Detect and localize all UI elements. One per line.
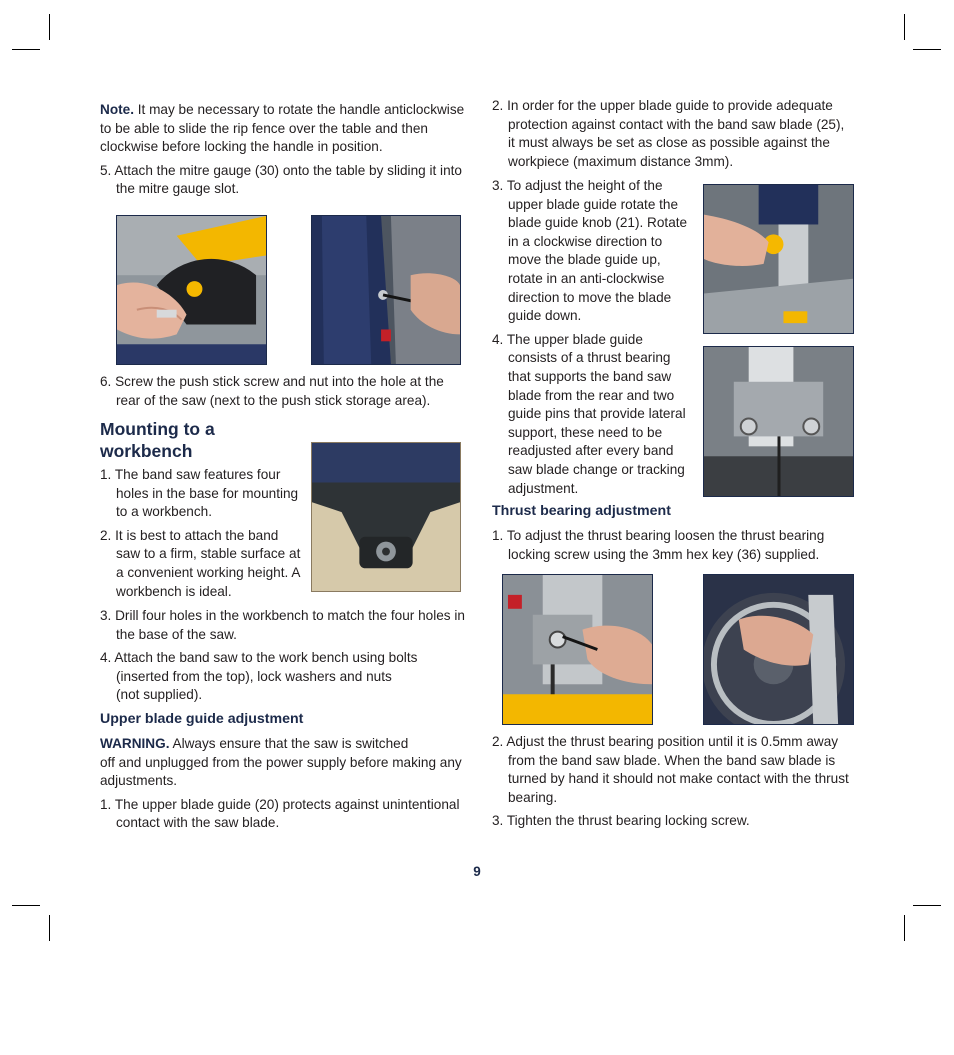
mounting-block-lower <box>100 607 465 838</box>
photo-wheel-housing <box>703 574 854 725</box>
left-note-block <box>100 101 465 204</box>
thrust-block-lower <box>492 733 852 836</box>
photo-blade-guide-knob <box>703 184 854 334</box>
thrust-step-3: 3. Tighten the thrust bearing locking screw. <box>492 813 750 829</box>
upper-step-4: 4. The upper blade guide consists of a thrust bearing that supports the band saw blade from the rear and two guide pins that provide lateral support, these need to be readjusted after every band saw blade change or tracking adjustment. <box>492 331 686 496</box>
upper-step-2: 2. In order for the upper blade guide to provide adequate protection against contact with the band saw blade (25), it must always be set as close as possible against the workpiece (maximum distance 3mm). <box>492 98 845 169</box>
crop-mark <box>904 14 905 40</box>
crop-mark <box>49 915 50 941</box>
step-6: 6. Screw the push stick screw and nut into the hole at the rear of the saw (next to the push stick storage area). <box>100 374 444 408</box>
note-paragraph <box>100 101 465 157</box>
photo-push-stick-screw <box>311 215 461 365</box>
thrust-block <box>492 502 852 569</box>
step-5: 5. Attach the mitre gauge (30) onto the table by sliding it into the mitre gauge slot. <box>100 162 462 197</box>
upper-step-1: 1. The upper blade guide (20) protects against unintentional contact with the saw blade. <box>100 796 460 831</box>
crop-mark <box>49 14 50 40</box>
crop-mark <box>12 905 40 906</box>
crop-mark <box>913 49 941 50</box>
warning-label: WARNING. <box>100 735 170 751</box>
photo-thrust-locking-screw <box>502 574 653 725</box>
mounting-block <box>100 418 305 606</box>
step-6-block <box>100 373 465 415</box>
mounting-heading: Mounting to a workbench <box>100 419 215 461</box>
thrust-step-1: 1. To adjust the thrust bearing loosen the thrust bearing locking screw using the 3mm hex key (36) supplied. <box>492 528 825 562</box>
photo-workbench-base <box>311 442 461 592</box>
upper-step-3: 3. To adjust the height of the upper blade guide rotate the blade guide knob (21). Rotate in a clockwise direction to move the blade guide up, rotate in an anti-clockwise direction to move the blade guide down. <box>492 178 688 324</box>
note-label: Note. <box>100 102 134 117</box>
thrust-step-2: 2. Adjust the thrust bearing position until it is 0.5mm away from the band saw blade. When the band saw blade is turned by hand it should not make contact with the thrust bearing. <box>492 734 849 805</box>
photo-guide-pins <box>703 346 854 497</box>
upper-guide-heading: Upper blade guide adjustment <box>100 710 304 727</box>
photo-mitre-gauge <box>116 215 267 365</box>
crop-mark <box>913 905 941 906</box>
mount-step-1: 1. The band saw features four holes in the base for mounting to a workbench. <box>100 467 299 520</box>
thrust-heading: Thrust bearing adjustment <box>492 503 671 519</box>
right-mid-block <box>492 177 694 503</box>
mount-step-3: 3. Drill four holes in the workbench to match the four holes in the base of the saw. <box>100 608 465 642</box>
mount-step-4: 4. Attach the band saw to the work bench using bolts (inserted from the top), lock washers and nuts (not supplied). <box>100 650 418 703</box>
right-top-block <box>492 97 852 176</box>
crop-mark <box>904 915 905 941</box>
mount-step-2: 2. It is best to attach the band saw to a firm, stable surface at a convenient working height. A workbench is ideal. <box>100 527 301 599</box>
warning-paragraph: WARNING. Always ensure that the saw is switched off and unplugged from the power supply before making any adjustments. <box>100 735 462 789</box>
page-number: 9 <box>473 864 481 879</box>
note-text: It may be necessary to rotate the handle anticlockwise to be able to slide the rip fence over the table and then clockwise before locking the handle in position. <box>100 102 465 155</box>
crop-mark <box>12 49 40 50</box>
